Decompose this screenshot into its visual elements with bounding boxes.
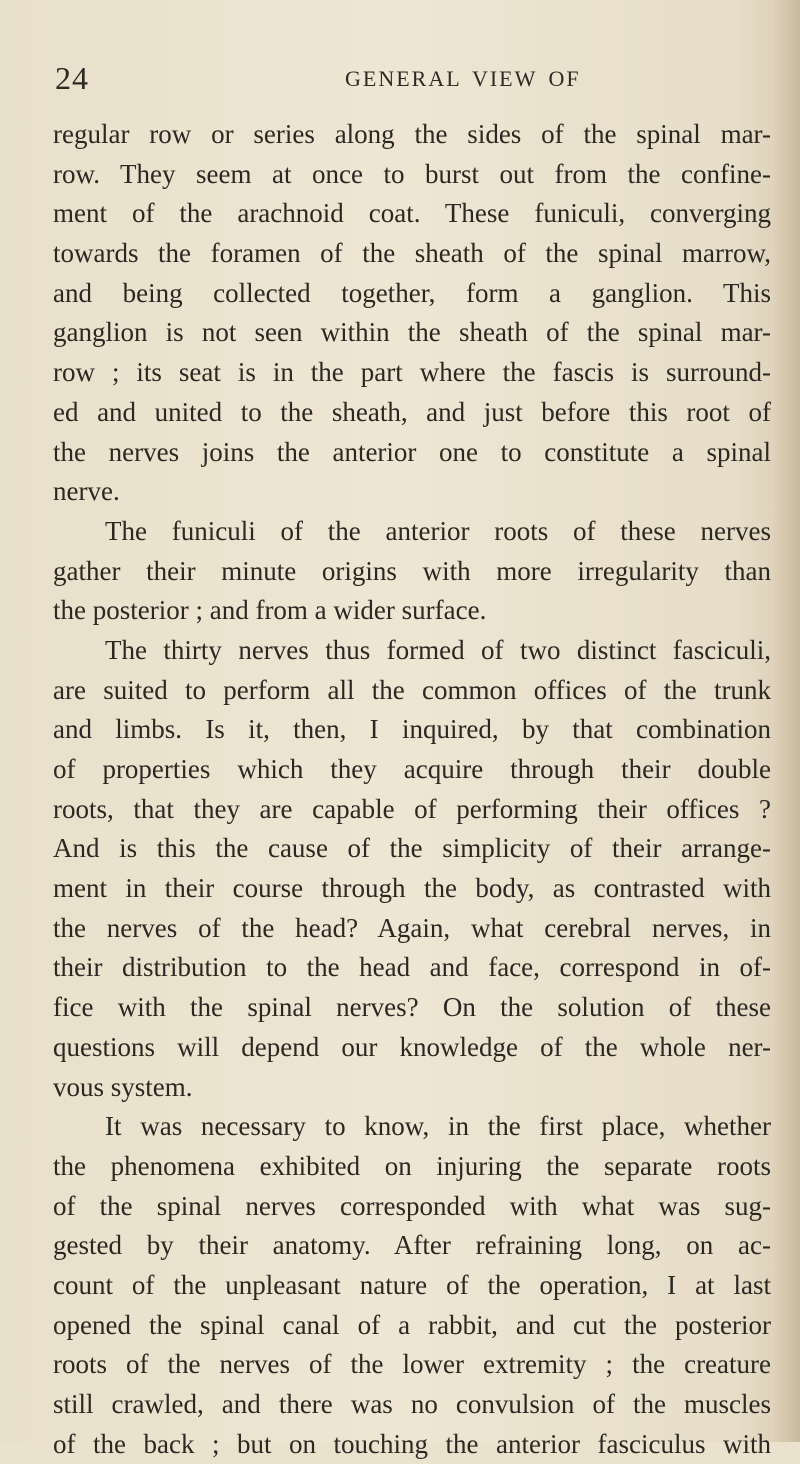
text-line: and limbs. Is it, then, I inquired, by that combination bbox=[53, 714, 771, 745]
text-line: opened the spinal canal of a rabbit, and cut the posterior bbox=[53, 1309, 771, 1340]
text-line: roots of the nerves of the lower extremity ; the creature bbox=[53, 1349, 771, 1380]
text-line: of properties which they acquire through their double bbox=[53, 754, 771, 784]
running-head: GENERAL VIEW OF bbox=[345, 66, 581, 91]
text-line: ed and united to the sheath, and just before this root of bbox=[53, 396, 771, 427]
text-line: It was necessary to know, in the first place, whether bbox=[105, 1111, 771, 1142]
text-line: of the back ; but on touching the anterior fasciculus with bbox=[53, 1428, 771, 1459]
page-number: 24 bbox=[55, 60, 89, 96]
text-line: fice with the spinal nerves? On the solution of these bbox=[53, 992, 771, 1023]
text-line: And is this the cause of the simplicity of their arrange- bbox=[53, 833, 771, 864]
text-line: still crawled, and there was no convulsion of the muscles bbox=[53, 1389, 771, 1419]
text-line: the phenomena exhibited on injuring the separate roots bbox=[53, 1150, 771, 1181]
text-line: row. They seem at once to burst out from the confine- bbox=[53, 158, 771, 189]
text-line: The funiculi of the anterior roots of these nerves bbox=[105, 515, 771, 546]
text-line: row ; its seat is in the part where the fascis is surround- bbox=[53, 357, 771, 388]
text-line: and being collected together, form a ganglion. This bbox=[53, 277, 771, 308]
text-line: the posterior ; and from a wider surface. bbox=[53, 595, 487, 626]
text-line: towards the foramen of the sheath of the spinal marrow, bbox=[53, 238, 771, 269]
text-line: the nerves of the head? Again, what cerebral nerves, in bbox=[53, 912, 771, 943]
text-line: ment in their course through the body, as contrasted with bbox=[53, 873, 771, 904]
page-edge-shadow bbox=[772, 0, 800, 1442]
page-header bbox=[55, 60, 755, 100]
text-line: count of the unpleasant nature of the operation, I at last bbox=[53, 1269, 771, 1300]
text-line: regular row or series along the sides of the spinal mar- bbox=[53, 119, 771, 149]
body-text bbox=[53, 115, 771, 1464]
text-line: The thirty nerves thus formed of two distinct fasciculi, bbox=[105, 634, 771, 665]
text-line: ganglion is not seen within the sheath of the spinal mar- bbox=[53, 317, 771, 348]
text-line: ment of the arachnoid coat. These funiculi, converging bbox=[53, 198, 771, 229]
text-line: gather their minute origins with more irregularity than bbox=[53, 555, 771, 586]
text-line: of the spinal nerves corresponded with what was sug- bbox=[53, 1190, 771, 1221]
text-line: vous system. bbox=[53, 1071, 193, 1102]
text-line: the nerves joins the anterior one to constitute a spinal bbox=[53, 436, 771, 467]
text-line: are suited to perform all the common offices of the trunk bbox=[53, 674, 771, 705]
text-line: nerve. bbox=[53, 476, 120, 507]
text-line: questions will depend our knowledge of the whole ner- bbox=[53, 1031, 771, 1062]
text-line: gested by their anatomy. After refraining long, on ac- bbox=[53, 1230, 771, 1261]
text-line: their distribution to the head and face, correspond in of- bbox=[53, 952, 771, 983]
text-line: roots, that they are capable of performing their offices ? bbox=[53, 793, 771, 824]
